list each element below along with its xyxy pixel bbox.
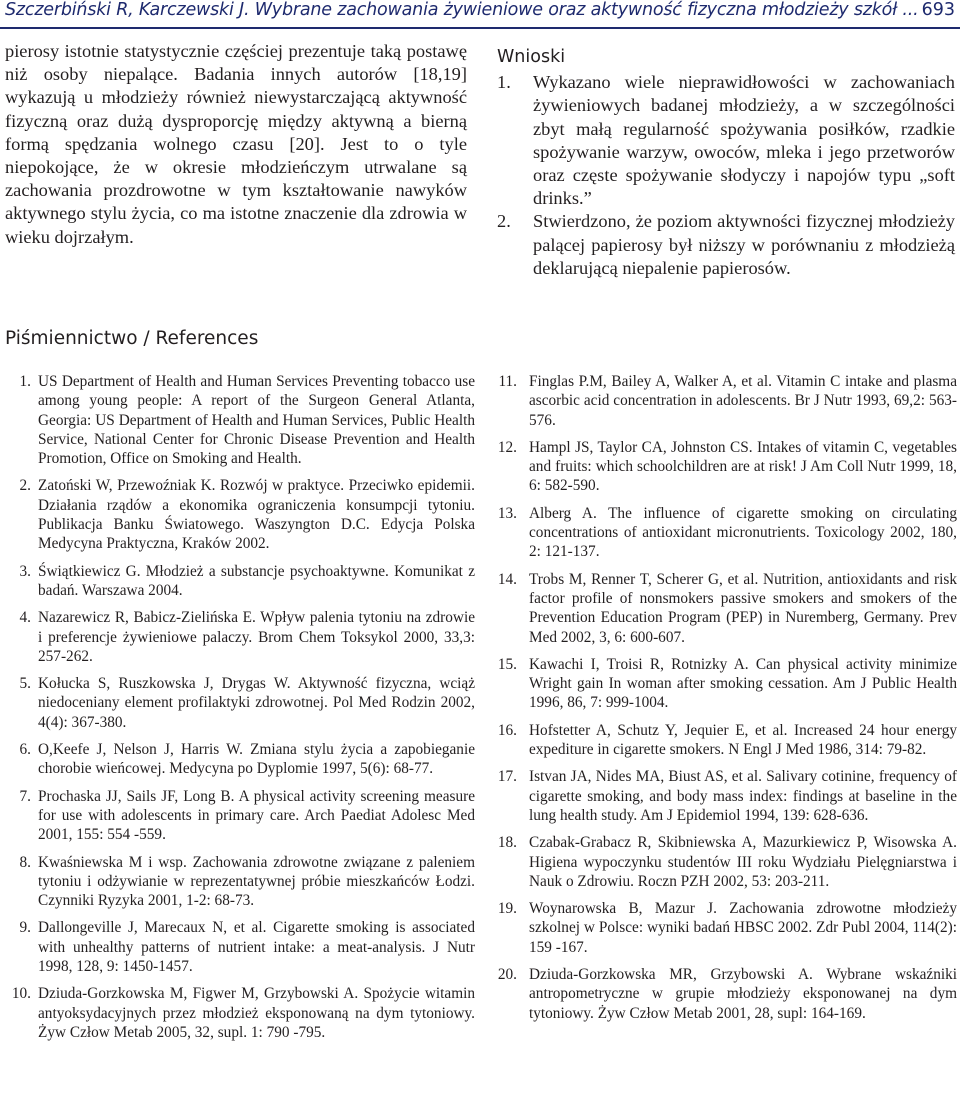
- reference-text: Dallongeville J, Marecaux N, et al. Cigarette smoking is associated with unhealthy patterns of nutrient intake: a meat-analysis. J Nutr 1998, 128, 9: 1450-1457.: [38, 919, 475, 976]
- reference-number: 6.: [19, 741, 31, 759]
- reference-item: [495, 721, 957, 760]
- reference-text: Hampl JS, Taylor CA, Johnston CS. Intakes of vitamin C, vegetables and fruits: which schoolchildren are at risk! J Am Coll Nutr 1999, 18, 6: 582-590.: [529, 438, 957, 495]
- reference-number: 4.: [19, 609, 31, 627]
- reference-number: 19.: [497, 900, 517, 918]
- reference-item: [495, 767, 957, 825]
- reference-text: Kwaśniewska M i wsp. Zachowania zdrowotne związane z paleniem tytoniu i odżywianie w reprezentatywnej próbie mieszkańców Łodzi. Czynniki Ryzyka 2001, 1-2: 68-73.: [38, 853, 475, 910]
- reference-number: 15.: [497, 655, 517, 673]
- reference-number: 18.: [497, 834, 517, 852]
- reference-number: 14.: [497, 570, 517, 588]
- reference-text: Istvan JA, Nides MA, Biust AS, et al. Salivary cotinine, frequency of cigarette smoking, and body mass index: findings at baseline in the lung health study. Am J Epidemiol 1994, 139: 628-636.: [529, 768, 957, 824]
- discussion-paragraph: pierosy istotnie statystycznie częściej prezentuje taką postawę niż osoby niepalące. Badania innych autorów [18,19] wykazują u młodzieży również niewystarczającą aktywność fizyczną oraz dużą dysproporcję między aktywną a bierną formą spędzania wolnego czasu [20]. Jest to o tyle niepokojące, że w okresie młodzieńczym utrwalane są zachowania prozdrowotne w tym kształtowanie nawyków aktywnego stylu życia, co ma istotne znaczenie dla zdrowia w wieku dojrzałym.: [5, 41, 467, 247]
- reference-number: 11.: [498, 373, 517, 390]
- reference-item: [5, 674, 475, 732]
- reference-number: 13.: [497, 504, 517, 522]
- reference-item: [495, 570, 957, 647]
- page-number: 693: [921, 0, 955, 20]
- reference-item: [5, 476, 475, 553]
- reference-item: [5, 608, 475, 666]
- reference-text: Trobs M, Renner T, Scherer G, et al. Nutrition, antioxidants and risk factor profile of nonsmokers passive smokers and smokers of the Prevention Education Program (PEP) in Nuremberg, Germany. Prev Med 2002, 3, 6: 600-607.: [529, 570, 957, 646]
- reference-text: Zatoński W, Przewoźniak K. Rozwój w praktyce. Przeciwko epidemii. Działania rządów a ekonomika ograniczenia konsumpcji tytoniu. Publikacja Banku Światowego. Waszyngton D.C. Edycja Polska Medycyna Praktyczna, Kraków 2002.: [38, 477, 475, 553]
- reference-number: 17.: [497, 768, 517, 786]
- reference-number: 7.: [19, 787, 31, 805]
- reference-number: 20.: [497, 966, 517, 984]
- reference-item: [5, 562, 475, 601]
- reference-item: [5, 372, 475, 468]
- reference-text: Czabak-Grabacz R, Skibniewska A, Mazurkiewicz P, Wisowska A. Higiena wypoczynku studentów III roku Wydziału Pielęgniarstwa i Nauk o Zdrowiu. Roczn PZH 2002, 53: 203-211.: [529, 834, 957, 890]
- reference-text: O,Keefe J, Nelson J, Harris W. Zmiana stylu życia a zapobieganie chorobie wieńcowej. Medycyna po Dyplomie 1997, 5(6): 68-77.: [38, 741, 475, 778]
- reference-text: Nazarewicz R, Babicz-Zielińska E. Wpływ palenia tytoniu na zdrowie i preferencje żywieniowe palaczy. Brom Chem Toksykol 2000, 33,3: 257-262.: [38, 609, 475, 665]
- references-heading: Piśmiennictwo / References: [5, 328, 259, 349]
- reference-text: Hofstetter A, Schutz Y, Jequier E, et al. Increased 24 hour energy expediture in cigarette smokers. N Engl J Med 1986, 314: 79-82.: [529, 721, 957, 759]
- reference-item: [495, 504, 957, 562]
- reference-text: US Department of Health and Human Services Preventing tobacco use among young people: A report of the Surgeon General Atlanta, Georgia: US Department of Health and Human Services, Public Health Service, National Center for Chronic Disease Prevention and Health Promotion, Office on Smoking and Health.: [38, 373, 475, 468]
- conclusions-heading: Wnioski: [497, 47, 566, 67]
- reference-item: [5, 984, 475, 1042]
- reference-item: [495, 899, 957, 957]
- reference-text: Alberg A. The influence of cigarette smoking on circulating concentrations of antioxidant micronutrients. Toxicology 2002, 180, 2: 121-137.: [529, 504, 957, 561]
- references-right-column: [495, 372, 957, 1031]
- conclusions-section: [497, 46, 955, 280]
- reference-number: 16.: [497, 721, 517, 739]
- reference-text: Kawachi I, Troisi R, Rotnizky A. Can physical activity minimize Wright gain In woman after smoking cessation. Am J Public Health 1996, 86, 7: 999-1004.: [529, 655, 957, 712]
- references-left-column: [5, 372, 475, 1050]
- reference-text: Woynarowska B, Mazur J. Zachowania zdrowotne młodzieży szkolnej w Polsce: wyniki badań HBSC 2002. Zdr Publ 2004, 114(2): 159 -167.: [529, 900, 957, 956]
- reference-number: 10.: [11, 985, 31, 1003]
- running-header: [0, 0, 960, 30]
- reference-number: 8.: [19, 853, 31, 871]
- reference-item: [495, 833, 957, 891]
- reference-item: [495, 438, 957, 496]
- reference-item: [5, 853, 475, 911]
- reference-item: [5, 918, 475, 976]
- header-rule: [0, 27, 960, 29]
- reference-number: 1.: [19, 373, 31, 390]
- running-title: Szczerbiński R, Karczewski J. Wybrane zachowania żywieniowe oraz aktywność fizyczna młodzieży szkół ...: [5, 0, 919, 20]
- conclusion-text: Wykazano wiele nieprawidłowości w zachowaniach żywieniowych badanej młodzieży, a w szczególności zbyt małą regularność spożywania posiłków, rzadkie spożywanie warzyw, owoców, mleka i jego przetworów oraz częste spożywanie słodyczy i napojów typu „soft drinks.”: [533, 72, 955, 209]
- reference-item: [495, 372, 957, 430]
- reference-number: 9.: [19, 919, 31, 937]
- reference-item: [5, 787, 475, 845]
- reference-item: [495, 655, 957, 713]
- conclusions-list: [497, 71, 955, 280]
- reference-text: Dziuda-Gorzkowska MR, Grzybowski A. Wybrane wskaźniki antropometryczne w grupie młodzieży eksponowanej na dym tytoniowy. Żyw Człow Metab 2001, 28, supl: 164-169.: [529, 966, 957, 1022]
- reference-text: Dziuda-Gorzkowska M, Figwer M, Grzybowski A. Spożycie witamin antyoksydacyjnych przez młodzież eksponowaną na dym tytoniowy. Żyw Człow Metab 2005, 32, supl. 1: 790 -795.: [38, 985, 475, 1041]
- reference-text: Świątkiewicz G. Młodzież a substancje psychoaktywne. Komunikat z badań. Warszawa 2004.: [38, 562, 475, 599]
- reference-item: [5, 740, 475, 779]
- reference-text: Prochaska JJ, Sails JF, Long B. A physical activity screening measure for use with adolescents in primary care. Arch Paediat Adolesc Med 2001, 155: 554 -559.: [38, 787, 475, 844]
- reference-item: [495, 965, 957, 1023]
- conclusion-number: 2.: [497, 211, 511, 232]
- conclusion-item: [497, 71, 955, 210]
- conclusion-text: Stwierdzono, że poziom aktywności fizycznej młodzieży palącej papierosy był niższy w porównaniu z młodzieżą deklarującą niepalenie papierosów.: [533, 211, 955, 278]
- conclusion-item: [497, 210, 955, 280]
- reference-number: 12.: [497, 438, 517, 456]
- reference-text: Kołucka S, Ruszkowska J, Drygas W. Aktywność fizyczna, wciąż niedoceniany element profilaktyki zdrowotnej. Pol Med Rodzin 2002, 4(4): 367-380.: [38, 675, 475, 731]
- reference-number: 3.: [19, 562, 31, 580]
- reference-number: 5.: [19, 675, 31, 693]
- reference-number: 2.: [19, 477, 31, 495]
- discussion-column: [5, 40, 467, 249]
- conclusion-number: 1.: [497, 72, 511, 93]
- reference-text: Finglas P.M, Bailey A, Walker A, et al. Vitamin C intake and plasma ascorbic acid concentration in adolescents. Br J Nutr 1993, 69,2: 563-576.: [529, 373, 957, 429]
